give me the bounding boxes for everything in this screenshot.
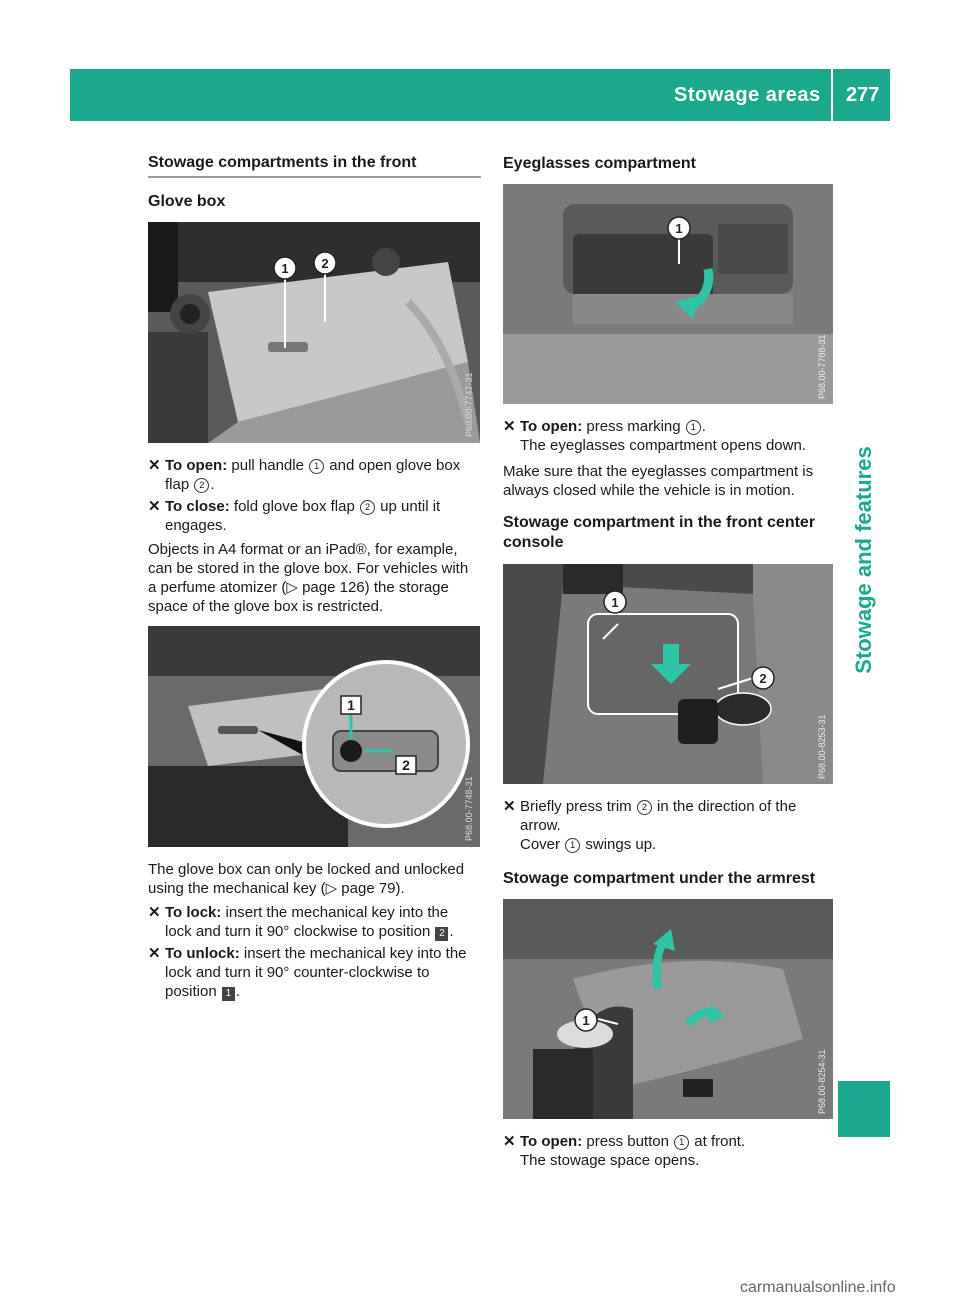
- section-title: Stowage compartments in the front: [148, 154, 417, 171]
- glove-box-note: Objects in A4 format or an iPad®, for example, can be stored in the glove box. For vehicles with a perfume atomizer (▷ page 126) the storage space of the glove box is restricted.: [148, 541, 469, 615]
- figure-code: P68.00-7748-31: [464, 776, 474, 841]
- armrest-figure: [503, 899, 833, 1119]
- glove-box-heading: Glove box: [148, 193, 226, 210]
- figure-code: P68.00-7747-31: [464, 372, 474, 437]
- header-divider: [831, 69, 833, 121]
- figure-code: P68.00-7788-31: [817, 334, 827, 399]
- side-tab-label: Stowage and features: [851, 446, 876, 674]
- page-number: 277: [846, 84, 880, 106]
- eyeglasses-figure: [503, 184, 833, 404]
- footer-watermark: carmanualsonline.info: [740, 1279, 896, 1296]
- center-console-heading: Stowage compartment in the front center console: [503, 514, 816, 551]
- glove-box-figure: [148, 222, 480, 443]
- section-rule: [148, 176, 481, 178]
- figure-callout: 1: [347, 697, 355, 713]
- center-console-figure: [503, 564, 833, 784]
- lock-note: The glove box can only be locked and unlocked using the mechanical key (▷ page 79).: [148, 861, 465, 897]
- figure-callout: 2: [759, 671, 767, 686]
- figure-callout: 2: [402, 757, 410, 773]
- eyeglasses-note: Make sure that the eyeglasses compartment is always closed while the vehicle is in motion.: [503, 463, 814, 499]
- side-tab-marker: [838, 1081, 890, 1137]
- figure-callout: 1: [675, 221, 683, 236]
- figure-code: P68.00-8254-31: [817, 1049, 827, 1114]
- eyeglasses-heading: Eyeglasses compartment: [503, 155, 696, 172]
- figure-callout: 2: [321, 256, 329, 271]
- page-section-title: Stowage areas: [674, 84, 821, 106]
- figure-callout: 1: [281, 261, 289, 276]
- figure-callout: 1: [582, 1013, 590, 1028]
- figure-callout: 1: [611, 595, 619, 610]
- glove-box-lock-figure: [148, 626, 480, 847]
- figure-code: P68.00-8253-31: [817, 714, 827, 779]
- armrest-heading: Stowage compartment under the armrest: [503, 870, 816, 887]
